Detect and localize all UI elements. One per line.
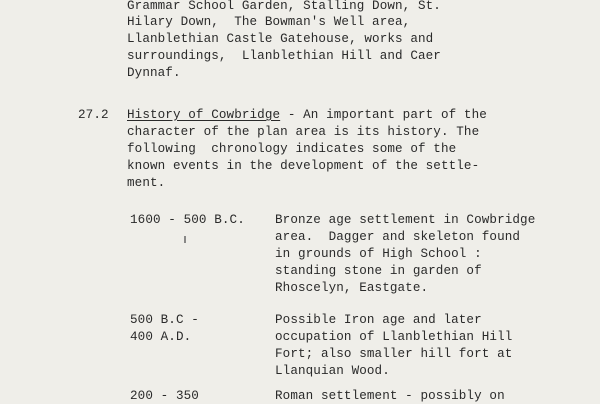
- chronology-event-line: occupation of Llanblethian Hill: [275, 330, 513, 344]
- chronology-event-line: Possible Iron age and later: [275, 313, 482, 327]
- chronology-date: 500 B.C -: [130, 313, 199, 327]
- intro-line: Grammar School Garden, Stalling Down, St.: [127, 0, 441, 13]
- chronology-event-line: Roman settlement - possibly on: [275, 389, 505, 403]
- section-number: 27.2: [78, 108, 109, 122]
- chronology-date: 200 - 350: [130, 389, 199, 403]
- section-first-line: [127, 107, 487, 123]
- chronology-event-line: standing stone in garden of: [275, 264, 482, 278]
- section-para-line: character of the plan area is its history. The: [127, 125, 480, 139]
- section-para-line: following chronology indicates some of the: [127, 142, 457, 156]
- intro-line: Hilary Down, The Bowman's Well area,: [127, 15, 411, 29]
- section-first-line-rest: - An important part of the: [280, 108, 487, 122]
- chronology-event-line: area. Dagger and skeleton found: [275, 230, 521, 244]
- intro-line: Dynnaf.: [127, 66, 181, 80]
- chronology-event-line: Llanquian Wood.: [275, 364, 390, 378]
- intro-line: Llanblethian Castle Gatehouse, works and: [127, 32, 434, 46]
- chronology-event-line: in grounds of High School :: [275, 247, 482, 261]
- section-para-line: known events in the development of the settle-: [127, 159, 480, 173]
- chronology-event-line: Bronze age settlement in Cowbridge: [275, 213, 536, 227]
- chronology-date: 1600 - 500 B.C.: [130, 213, 245, 227]
- stray-mark: [184, 236, 186, 243]
- chronology-event-line: Fort; also smaller hill fort at: [275, 347, 513, 361]
- chronology-date: 400 A.D.: [130, 330, 192, 344]
- section-para-line: ment.: [127, 176, 166, 190]
- intro-line: surroundings, Llanblethian Hill and Caer: [127, 49, 441, 63]
- chronology-event-line: Rhoscelyn, Eastgate.: [275, 281, 429, 295]
- section-heading: History of Cowbridge: [127, 108, 281, 122]
